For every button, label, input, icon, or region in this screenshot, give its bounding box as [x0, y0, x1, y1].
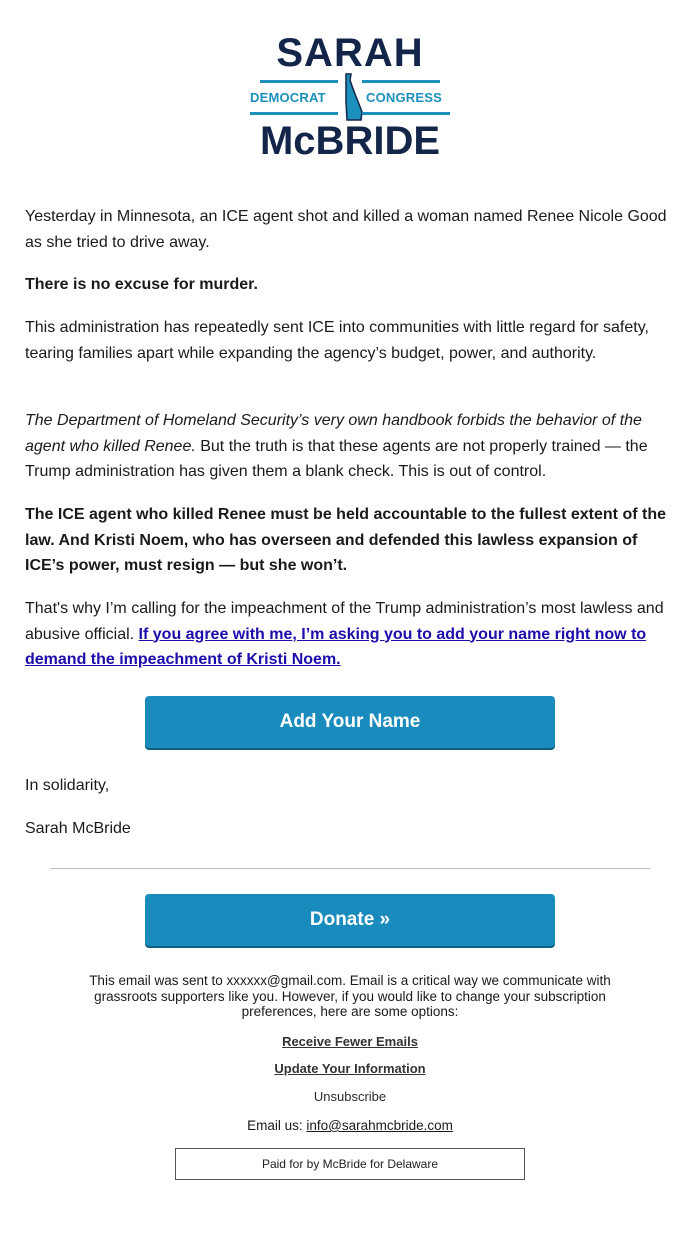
campaign-logo [250, 30, 450, 165]
logo-first-name: SARAH [276, 31, 424, 75]
footer-email-row [0, 1117, 700, 1135]
paragraph-intro-text: Yesterday in Minnesota, an ICE agent shot and killed a woman named Renee Nicole Good as she tried to drive away. [25, 208, 667, 251]
divider [50, 868, 650, 869]
handbook-rest: But the truth is that these agents are not properly trained — the Trump administration has given them a blank check. This is out of control. [25, 437, 648, 480]
add-your-name-button[interactable]: Add Your Name [145, 696, 555, 748]
unsubscribe-link[interactable]: Unsubscribe [313, 1089, 387, 1104]
logo-last-name: McBRIDE [259, 119, 441, 163]
paragraph-accountable [25, 502, 675, 579]
footer-link-row [0, 1060, 700, 1078]
paragraph-impeachment [25, 596, 675, 673]
receive-fewer-emails-link[interactable]: Receive Fewer Emails [282, 1034, 418, 1049]
donate-button[interactable]: Donate » [145, 894, 555, 946]
paragraph-intro [25, 204, 675, 255]
email-us-label: Email us: [247, 1118, 307, 1133]
logo-divider [362, 112, 450, 115]
paragraph-accountable-text: The ICE agent who killed Renee must be held accountable to the fullest extent of the law. And Kristi Noem, who has overseen and defended this lawless expansion of ICE’s power, must resign — but she won’t. [25, 506, 666, 574]
footer-link-row [0, 1088, 700, 1106]
paragraph-handbook-text [25, 408, 675, 485]
paragraph-administration [25, 315, 675, 366]
delaware-state-icon [338, 72, 364, 122]
add-name-link[interactable]: If you agree with me, I’m asking you to add your name right now to demand the impeachment of Kristi Noem. [25, 625, 647, 668]
signature-name: Sarah McBride [25, 820, 131, 837]
logo-divider [260, 80, 338, 83]
contact-email-link[interactable]: info@sarahmcbride.com [306, 1118, 453, 1133]
paragraph-impeachment-text [25, 596, 675, 673]
paragraph-no-excuse [25, 272, 675, 298]
paragraph-handbook [25, 408, 675, 485]
impeachment-text: That's why I’m calling for the impeachment of the Trump administration’s most lawless and abusive official. [25, 600, 664, 643]
footer-link-row [0, 1033, 700, 1051]
footer-note: This email was sent to xxxxxx@gmail.com. Email is a critical way we communicate with grassroots supporters like you. However, if you would like to change your subscription preferences, here are some options: [89, 973, 611, 1019]
logo-divider [250, 112, 338, 115]
paid-for-disclaimer: Paid for by McBride for Delaware [175, 1148, 525, 1180]
update-information-link[interactable]: Update Your Information [274, 1061, 426, 1076]
paragraph-no-excuse-text: There is no excuse for murder. [25, 276, 258, 293]
logo-divider [362, 80, 440, 83]
logo-democrat-label: DEMOCRAT [250, 90, 326, 105]
paragraph-administration-text: This administration has repeatedly sent ICE into communities with little regard for safety, tearing families apart while expanding the agency’s budget, power, and authority. [25, 319, 649, 362]
logo-congress-label: CONGRESS [366, 90, 443, 105]
closing-text: In solidarity, [25, 777, 110, 794]
handbook-italic: The Department of Homeland Security’s very own handbook forbids the behavior of the agent who killed Renee. [25, 412, 642, 455]
